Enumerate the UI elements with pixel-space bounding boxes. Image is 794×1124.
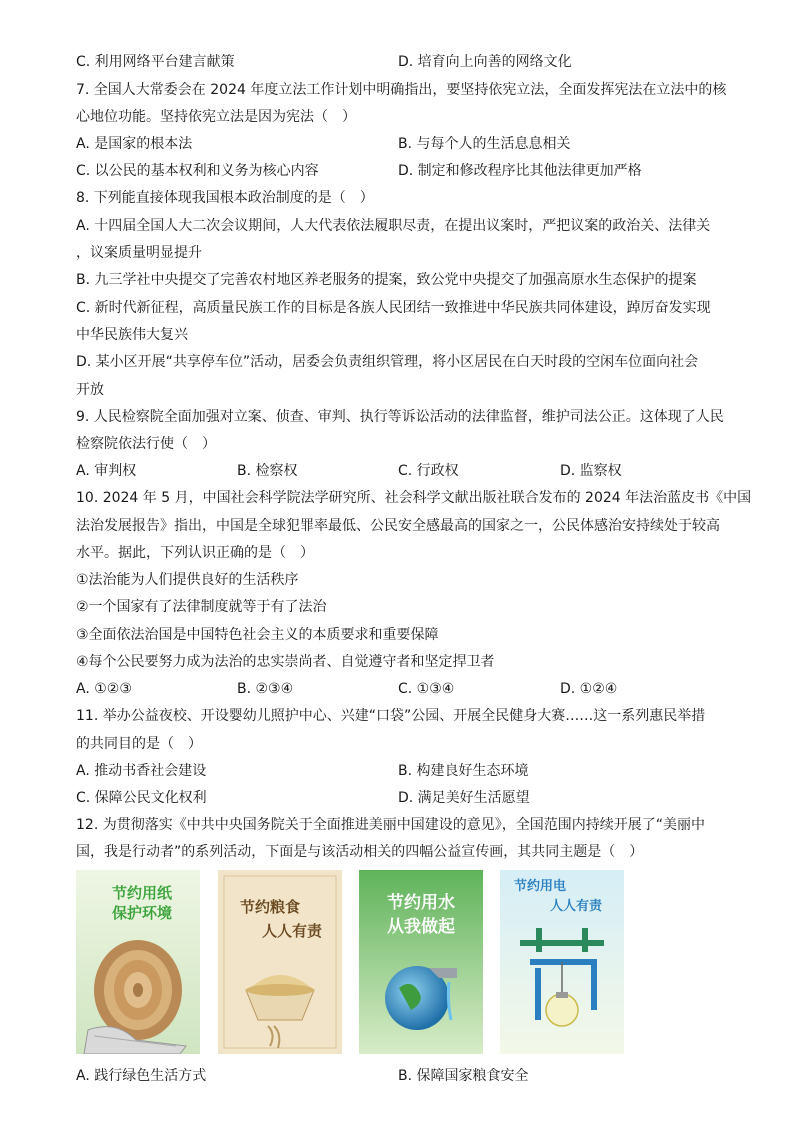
poster-4-line-2: 人人有责 [549, 899, 603, 914]
q8-option-b: B. 九三学社中央提交了完善农村地区养老服务的提案，致公党中央提交了加强高原水生态保护的提案 [76, 272, 697, 288]
q8-option-c-2: 中华民族伟大复兴 [76, 327, 188, 343]
q9-stem-1: 9. 人民检察院全面加强对立案、侦查、审判、执行等诉讼活动的法律监督，维护司法公正。这体现了人民 [76, 409, 724, 425]
q9-option-b: B. 检察权 [237, 463, 298, 479]
q10-stem-2: 法治发展报告》指出，中国是全球犯罪率最低、公民安全感最高的国家之一，公民体感治安持续处于较高 [76, 518, 720, 534]
poster-save-paper [76, 870, 200, 1054]
q7-stem-1: 7. 全国人大常委会在 2024 年度立法工作计划中明确指出，要坚持依宪立法，全面发挥宪法在立法中的核 [76, 82, 727, 98]
poster-3-line-1: 节约用水 [387, 893, 455, 913]
poster-3-line-2: 从我做起 [387, 917, 455, 937]
q12-stem-1: 12. 为贯彻落实《中共中央国务院关于全面推进美丽中国建设的意见》，全国范围内持续开展了“美丽中 [76, 817, 705, 833]
poster-4-line-1: 节约用电 [513, 879, 567, 894]
q12-stem-2: 国，我是行动者”的系列活动，下面是与该活动相关的四幅公益宣传画，其共同主题是（ ） [76, 844, 644, 860]
q7-stem-2: 心地位功能。坚持依宪立法是因为宪法（ ） [76, 109, 356, 125]
q10-option-d: D. ①②④ [560, 681, 618, 697]
q10-stem-3: 水平。据此，下列认识正确的是（ ） [76, 545, 314, 561]
q8-option-c-1: C. 新时代新征程，高质量民族工作的目标是各族人民团结一致推进中华民族共同体建设，踔厉奋发实现 [76, 300, 711, 316]
q8-option-a-1: A. 十四届全国人大二次会议期间，人大代表依法履职尽责，在提出议案时，严把议案的政治关、法律关 [76, 218, 711, 234]
poster-1-line-1: 节约用纸 [111, 884, 173, 902]
q7-option-a: A. 是国家的根本法 [76, 136, 193, 152]
q8-stem: 8. 下列能直接体现我国根本政治制度的是（ ） [76, 190, 374, 206]
poster-2-line-2: 人人有责 [261, 922, 323, 940]
q10-option-b: B. ②③④ [237, 681, 294, 697]
poster-1-line-2: 保护环境 [111, 904, 173, 922]
q8-option-a-2: ，议案质量明显提升 [76, 245, 202, 261]
poster-save-water [359, 870, 483, 1054]
q10-statement-3: ③全面依法治国是中国特色社会主义的本质要求和重要保障 [76, 627, 439, 643]
q10-stem-1: 10. 2024 年 5 月，中国社会科学院法学研究所、社会科学文献出版社联合发布的 2024 年法治蓝皮书《中国 [76, 490, 752, 506]
q11-option-a: A. 推动书香社会建设 [76, 763, 207, 779]
q12-option-b: B. 保障国家粮食安全 [398, 1068, 529, 1084]
q9-option-c: C. 行政权 [398, 463, 459, 479]
q8-option-d-1: D. 某小区开展“共享停车位”活动，居委会负责组织管理，将小区居民在白天时段的空闲车位面向社会 [76, 354, 699, 370]
poster-save-food [218, 870, 342, 1054]
q9-option-d: D. 监察权 [560, 463, 622, 479]
q10-statement-4: ④每个公民要努力成为法治的忠实崇尚者、自觉遵守者和坚定捍卫者 [76, 654, 495, 670]
poster-2-line-1: 节约粮食 [239, 898, 301, 916]
q11-stem-1: 11. 举办公益夜校、开设婴幼儿照护中心、兴建“口袋”公园、开展全民健身大赛……这一系列惠民举措 [76, 708, 706, 724]
q11-stem-2: 的共同目的是（ ） [76, 736, 202, 752]
q12-option-a: A. 践行绿色生活方式 [76, 1068, 207, 1084]
q8-option-d-2: 开放 [76, 382, 104, 398]
q10-statement-1: ①法治能为人们提供良好的生活秩序 [76, 572, 299, 588]
q10-statement-2: ②一个国家有了法律制度就等于有了法治 [76, 599, 327, 615]
q11-option-d: D. 满足美好生活愿望 [398, 790, 530, 806]
q10-option-c: C. ①③④ [398, 681, 455, 697]
option-c-prev: C. 利用网络平台建言献策 [76, 54, 235, 70]
q10-option-a: A. ①②③ [76, 681, 132, 697]
q11-option-c: C. 保障公民文化权利 [76, 790, 207, 806]
q7-option-d: D. 制定和修改程序比其他法律更加严格 [398, 163, 642, 179]
q7-option-c: C. 以公民的基本权利和义务为核心内容 [76, 163, 319, 179]
q11-option-b: B. 构建良好生态环境 [398, 763, 529, 779]
q7-option-b: B. 与每个人的生活息息相关 [398, 136, 571, 152]
poster-save-electricity [500, 870, 624, 1054]
q9-stem-2: 检察院依法行使（ ） [76, 436, 216, 452]
option-d-prev: D. 培育向上向善的网络文化 [398, 54, 572, 70]
q9-option-a: A. 审判权 [76, 463, 137, 479]
